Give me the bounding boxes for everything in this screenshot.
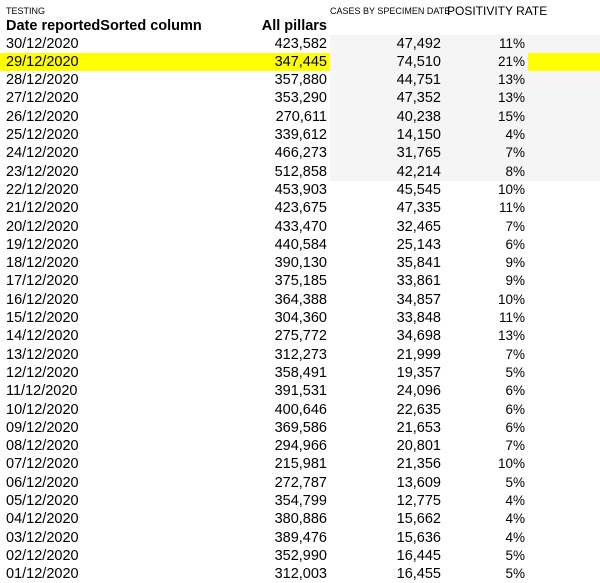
cases-cell[interactable]: 22,635 [396, 401, 441, 418]
table-row [0, 126, 600, 144]
positivity-rate-cell[interactable]: 8% [447, 163, 528, 181]
positivity-rate-cell[interactable]: 13% [497, 328, 525, 344]
all-pillars-cell[interactable]: 466,273 [274, 145, 327, 162]
all-pillars-cell[interactable]: 390,130 [274, 255, 327, 272]
cases-cell[interactable]: 13,609 [396, 474, 441, 491]
date-cell[interactable]: 12/12/2020 [6, 364, 79, 381]
date-reported-label: Date reported [6, 18, 101, 34]
empty-cell[interactable] [528, 35, 600, 53]
all-pillars-cell[interactable]: 215,981 [274, 456, 327, 473]
all-pillars-cell[interactable]: 358,491 [274, 364, 327, 381]
empty-cell[interactable] [528, 181, 600, 199]
table-row [0, 218, 600, 236]
empty-cell[interactable] [528, 565, 600, 583]
all-pillars-cell[interactable]: 380,886 [274, 511, 327, 528]
all-pillars-cell[interactable]: 353,290 [274, 90, 327, 107]
all-pillars-cell[interactable]: 312,003 [274, 566, 327, 583]
positivity-rate-cell[interactable]: 11% [447, 35, 528, 53]
empty-cell[interactable] [528, 309, 600, 327]
cases-cell[interactable]: 16,445 [396, 547, 441, 564]
positivity-rate-cell[interactable]: 4% [505, 493, 525, 508]
cases-cell[interactable]: 21,999 [396, 346, 441, 363]
sorted-column-label: Sorted column [100, 18, 202, 34]
all-pillars-cell[interactable]: 294,966 [274, 438, 327, 455]
table-row [0, 364, 600, 382]
cases-cell[interactable]: 35,841 [396, 255, 441, 272]
table-row [0, 291, 600, 309]
positivity-rate-cell[interactable]: 13% [447, 71, 528, 89]
table-row [0, 419, 600, 437]
empty-cell[interactable] [528, 291, 600, 309]
positivity-rate-cell[interactable]: 11% [498, 310, 525, 325]
positivity-rate-cell[interactable]: 7% [447, 144, 528, 162]
date-cell[interactable]: 08/12/2020 [6, 438, 79, 455]
table-row [0, 401, 600, 419]
table-row [0, 346, 600, 364]
empty-cell[interactable] [528, 89, 600, 107]
positivity-rate-cell[interactable]: 7% [505, 218, 525, 234]
positivity-rate-cell[interactable]: 10% [497, 456, 525, 472]
table-row [0, 529, 600, 547]
date-cell[interactable]: 29/12/2020 [0, 53, 165, 71]
table-row [0, 565, 600, 583]
all-pillars-cell[interactable]: 369,586 [274, 419, 327, 436]
date-cell[interactable]: 20/12/2020 [6, 218, 79, 235]
all-pillars-cell[interactable]: 512,858 [274, 163, 327, 180]
date-cell[interactable]: 22/12/2020 [6, 181, 79, 198]
all-pillars-cell[interactable]: 357,880 [274, 72, 327, 89]
date-cell[interactable]: 13/12/2020 [6, 346, 79, 363]
empty-cell[interactable] [528, 510, 600, 528]
cases-cell[interactable]: 40,238 [330, 108, 447, 126]
date-cell[interactable]: 04/12/2020 [6, 511, 79, 528]
all-pillars-cell[interactable]: 423,675 [274, 200, 327, 217]
date-cell[interactable]: 23/12/2020 [6, 163, 79, 180]
cases-cell[interactable]: 21,653 [396, 419, 441, 436]
date-cell[interactable]: 16/12/2020 [6, 291, 79, 308]
positivity-rate-cell[interactable]: 10% [497, 181, 525, 197]
positivity-rate-cell[interactable]: 6% [505, 236, 525, 252]
table-row [0, 492, 600, 510]
positivity-rate-cell[interactable]: 5% [505, 566, 525, 582]
positivity-header[interactable]: POSITIVITY RATE [447, 4, 548, 18]
table-row [0, 236, 600, 254]
table-row [0, 309, 600, 327]
all-pillars-cell[interactable]: 272,787 [274, 474, 327, 491]
all-pillars-cell[interactable]: 347,445 [165, 53, 330, 71]
empty-cell[interactable] [528, 218, 600, 236]
all-pillars-cell[interactable]: 423,582 [274, 35, 327, 52]
cases-header[interactable]: CASES BY SPECIMEN DATE [330, 6, 451, 16]
table-row [0, 163, 600, 181]
positivity-rate-cell[interactable]: 10% [497, 291, 525, 307]
header-row-2 [0, 17, 600, 35]
all-pillars-header[interactable]: All pillars [261, 18, 327, 34]
cases-cell[interactable]: 24,096 [396, 383, 441, 400]
cases-cell[interactable]: 15,636 [396, 529, 441, 546]
table-row [0, 144, 600, 162]
date-cell[interactable]: 21/12/2020 [6, 200, 79, 217]
all-pillars-cell[interactable]: 312,273 [274, 346, 327, 363]
date-cell[interactable]: 10/12/2020 [6, 401, 79, 418]
empty-cell[interactable] [528, 419, 600, 437]
cases-cell[interactable]: 34,698 [396, 328, 441, 345]
positivity-rate-cell[interactable]: 5% [505, 364, 525, 380]
positivity-rate-cell[interactable]: 7% [505, 438, 525, 454]
date-cell[interactable]: 27/12/2020 [6, 90, 79, 107]
table-row [0, 53, 600, 71]
cases-cell[interactable]: 21,356 [396, 456, 441, 473]
empty-cell[interactable] [528, 108, 600, 126]
cases-cell[interactable]: 33,861 [396, 273, 441, 290]
date-cell[interactable]: 17/12/2020 [6, 273, 79, 290]
positivity-rate-cell[interactable]: 6% [505, 401, 525, 417]
cases-cell[interactable]: 42,214 [330, 163, 447, 181]
date-cell[interactable]: 19/12/2020 [6, 236, 79, 253]
cases-cell[interactable]: 34,857 [396, 291, 441, 308]
cases-cell[interactable]: 47,335 [396, 200, 441, 217]
cases-cell[interactable]: 45,545 [396, 181, 441, 198]
positivity-rate-cell[interactable]: 5% [505, 474, 525, 490]
cases-cell[interactable]: 20,801 [396, 438, 441, 455]
date-cell[interactable]: 03/12/2020 [6, 529, 79, 546]
all-pillars-cell[interactable]: 400,646 [274, 401, 327, 418]
empty-cell[interactable] [528, 236, 600, 254]
date-cell[interactable]: 26/12/2020 [6, 108, 79, 125]
all-pillars-cell[interactable]: 391,531 [274, 383, 327, 400]
empty-cell[interactable] [528, 199, 600, 217]
date-cell[interactable]: 01/12/2020 [6, 566, 79, 583]
all-pillars-cell[interactable]: 375,185 [274, 273, 327, 290]
table-row [0, 272, 600, 290]
all-pillars-cell[interactable]: 433,470 [274, 218, 327, 235]
empty-cell[interactable] [528, 474, 600, 492]
table-row [0, 35, 600, 53]
date-cell[interactable]: 25/12/2020 [6, 127, 79, 143]
cases-cell[interactable]: 47,492 [330, 35, 447, 53]
positivity-rate-cell[interactable]: 13% [447, 89, 528, 107]
cases-cell[interactable]: 33,848 [396, 310, 441, 326]
empty-cell[interactable] [528, 492, 600, 510]
date-cell[interactable]: 30/12/2020 [6, 35, 79, 52]
all-pillars-cell[interactable]: 354,799 [274, 493, 327, 509]
table-row [0, 382, 600, 400]
date-cell[interactable]: 07/12/2020 [6, 456, 79, 473]
date-cell[interactable]: 28/12/2020 [6, 72, 79, 89]
all-pillars-cell[interactable]: 304,360 [274, 310, 327, 326]
all-pillars-cell[interactable]: 339,612 [274, 127, 327, 143]
cases-cell[interactable]: 32,465 [396, 218, 441, 235]
empty-cell[interactable] [528, 437, 600, 455]
empty-cell[interactable] [528, 547, 600, 565]
empty-cell[interactable] [528, 126, 600, 144]
cases-cell[interactable]: 31,765 [330, 144, 447, 162]
table-row [0, 437, 600, 455]
date-cell[interactable]: 14/12/2020 [6, 328, 79, 345]
table-row [0, 199, 600, 217]
empty-cell[interactable] [528, 529, 600, 547]
cases-cell[interactable]: 44,751 [330, 71, 447, 89]
date-cell[interactable]: 02/12/2020 [6, 547, 79, 564]
positivity-rate-cell[interactable]: 9% [505, 255, 525, 271]
all-pillars-cell[interactable]: 453,903 [274, 181, 327, 198]
table-row [0, 510, 600, 528]
positivity-rate-cell[interactable]: 9% [505, 273, 525, 289]
empty-cell[interactable] [528, 364, 600, 382]
date-reported-header[interactable] [0, 17, 202, 35]
empty-cell[interactable] [528, 455, 600, 473]
date-cell[interactable]: 18/12/2020 [6, 255, 79, 272]
date-cell[interactable]: 06/12/2020 [6, 474, 79, 491]
cases-cell[interactable]: 25,143 [396, 236, 441, 253]
positivity-rate-cell[interactable]: 4% [505, 511, 525, 527]
positivity-rate-cell[interactable]: 15% [447, 108, 528, 126]
date-cell[interactable]: 09/12/2020 [6, 419, 79, 436]
positivity-rate-cell[interactable]: 5% [505, 547, 525, 563]
table-row [0, 89, 600, 107]
all-pillars-cell[interactable]: 270,611 [275, 108, 327, 125]
date-cell[interactable]: 05/12/2020 [6, 493, 79, 509]
cases-cell[interactable]: 19,357 [396, 364, 441, 381]
cases-cell[interactable]: 74,510 [330, 53, 447, 71]
empty-cell[interactable] [528, 401, 600, 419]
section-label[interactable]: TESTING [6, 6, 46, 16]
empty-cell[interactable] [528, 382, 600, 400]
positivity-rate-cell[interactable]: 4% [447, 126, 528, 144]
table-row [0, 547, 600, 565]
empty-cell[interactable] [528, 144, 600, 162]
positivity-rate-cell[interactable]: 7% [505, 346, 525, 362]
empty-cell[interactable] [528, 272, 600, 290]
empty-cell[interactable] [528, 346, 600, 364]
empty-cell[interactable] [528, 254, 600, 272]
positivity-rate-cell[interactable]: 6% [505, 383, 525, 399]
table-row [0, 254, 600, 272]
table-row [0, 474, 600, 492]
empty-cell[interactable] [528, 163, 600, 181]
empty-cell[interactable] [528, 53, 600, 71]
empty-cell[interactable] [528, 327, 600, 345]
empty-cell[interactable] [528, 71, 600, 89]
date-cell[interactable]: 11/12/2020 [6, 383, 78, 400]
table-row [0, 455, 600, 473]
cases-cell[interactable]: 14,150 [330, 126, 447, 144]
cases-cell[interactable]: 15,662 [396, 511, 441, 528]
positivity-rate-cell[interactable]: 6% [505, 419, 525, 435]
all-pillars-cell[interactable]: 275,772 [274, 328, 327, 345]
cases-cell[interactable]: 16,455 [396, 566, 441, 583]
positivity-rate-cell[interactable]: 4% [505, 529, 525, 545]
positivity-rate-cell[interactable]: 11% [498, 200, 525, 216]
table-row [0, 71, 600, 89]
positivity-rate-cell[interactable]: 21% [447, 53, 528, 71]
all-pillars-cell[interactable]: 389,476 [274, 529, 327, 546]
date-cell[interactable]: 15/12/2020 [6, 310, 79, 326]
cases-cell[interactable]: 47,352 [330, 89, 447, 107]
all-pillars-cell[interactable]: 352,990 [274, 547, 327, 564]
table-row [0, 327, 600, 345]
table-row [0, 108, 600, 126]
all-pillars-cell[interactable]: 364,388 [274, 291, 327, 308]
table-row [0, 181, 600, 199]
all-pillars-cell[interactable]: 440,584 [274, 236, 327, 253]
date-cell[interactable]: 24/12/2020 [6, 145, 79, 162]
cases-cell[interactable]: 12,775 [396, 493, 441, 509]
